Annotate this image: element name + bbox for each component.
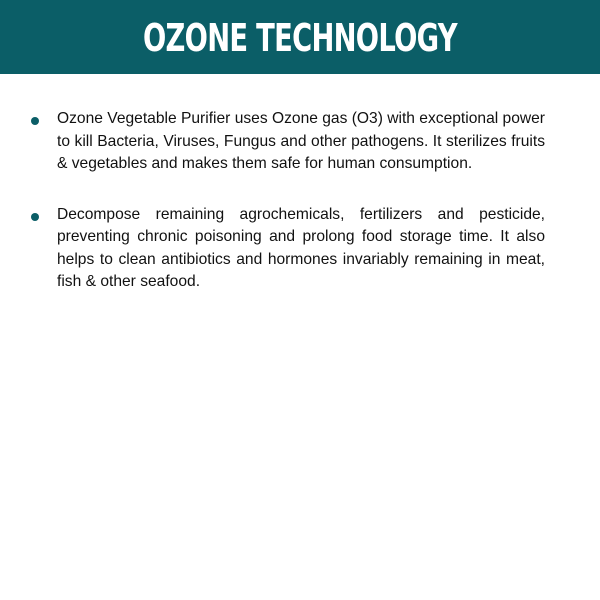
bullet-dot-icon <box>31 213 39 221</box>
bullet-text: Ozone Vegetable Purifier uses Ozone gas (O3) with exceptional power to kill Bacteria, Viruses, Fungus and other pathogens. It sterilizes fruits & vegetables and makes them safe for human consumption. <box>57 110 546 172</box>
list-item <box>0 108 600 176</box>
title-banner <box>0 0 600 74</box>
bullet-text: Decompose remaining agrochemicals, fertilizers and pesticide, preventing chronic poisoning and prolong food storage time. It also helps to clean antibiotics and hormones invariably remaining in meat, fish & other seafood. <box>57 205 545 290</box>
bullet-list <box>0 108 600 322</box>
list-item <box>0 204 600 294</box>
page-title: OZONE TECHNOLOGY <box>143 16 457 60</box>
bullet-dot-icon <box>31 117 39 125</box>
